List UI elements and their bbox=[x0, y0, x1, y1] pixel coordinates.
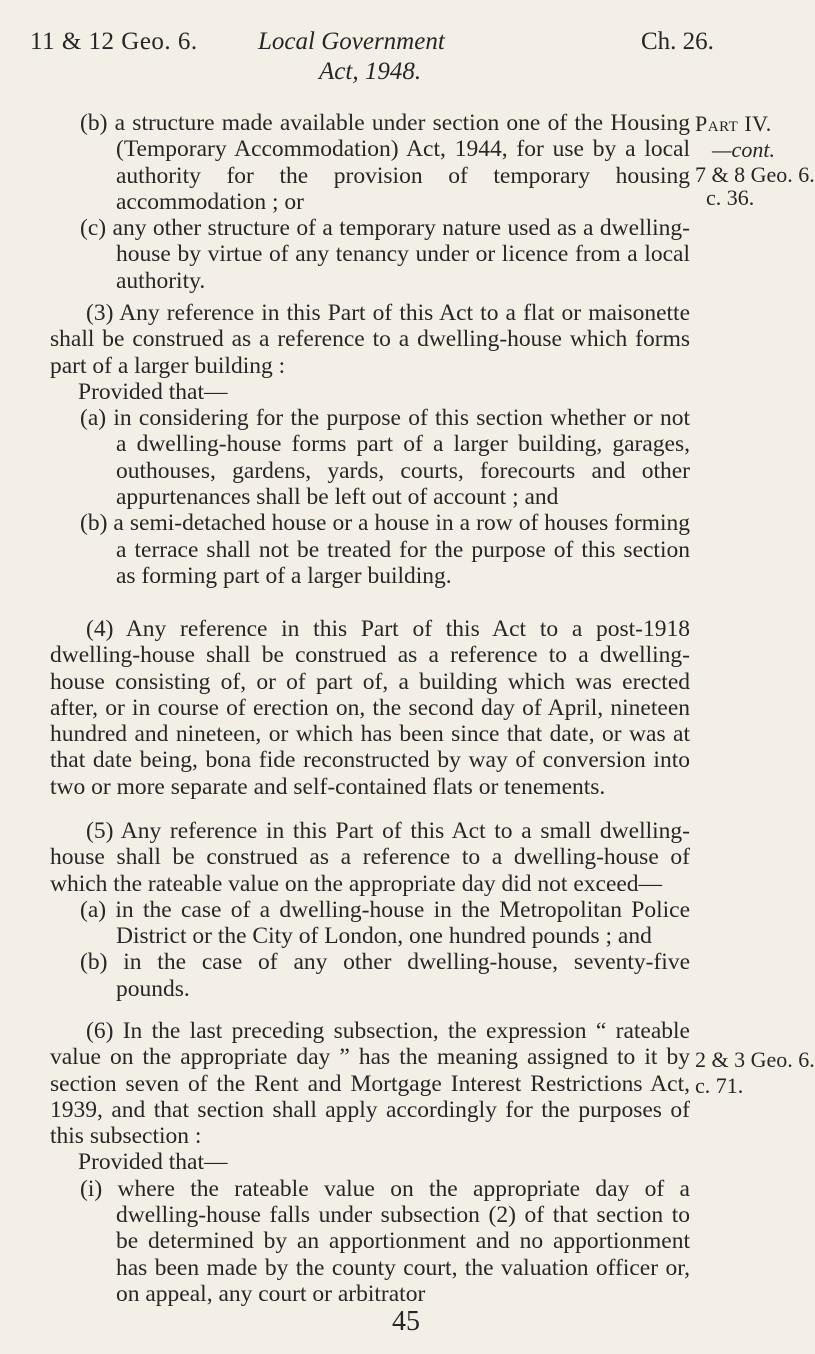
subsection-3-a: (a) in considering for the purpose of this section whether or not a dwelling-house forms part of a larger building, garages, outhouses, gardens, yards, courts, forecourts and other appurtenances shall be left out of account ; and bbox=[80, 405, 690, 511]
margin-ref-2-line-2: c. 71. bbox=[695, 1073, 744, 1098]
subsection-5-b: (b) in the case of any other dwelling-house, seventy-five pounds. bbox=[80, 949, 690, 1002]
clause-c: (c) any other structure of a temporary nature used as a dwelling-house by virtue of any tenancy under or licence from a local authority. bbox=[80, 215, 690, 294]
subsection-3 bbox=[50, 300, 690, 589]
clause-b: (b) a structure made available under section one of the Housing (Temporary Accommodation) Act, 1944, for use by a local authority for the provision of temporary housing accommodation ; or bbox=[80, 110, 690, 215]
subsection-3-text: (3) Any reference in this Part of this Act to a flat or maisonette shall be construed as a reference to a dwelling-house which forms part of a larger building : bbox=[50, 300, 690, 379]
subsection-5 bbox=[50, 818, 690, 1002]
subsection-6 bbox=[50, 1018, 690, 1307]
header-act-title: Local Government bbox=[258, 28, 445, 55]
subsection-5-a: (a) in the case of a dwelling-house in the Metropolitan Police District or the City of London, one hundred pounds ; and bbox=[80, 896, 690, 950]
subsection-5-text: (5) Any reference in this Part of this Act to a small dwelling-house shall be construed as a reference to a dwelling-house of which the rateable value on the appropriate day did not exceed— bbox=[50, 818, 690, 897]
subsection-3-b: (b) a semi-detached house or a house in a row of houses forming a terrace shall not be treated for the purpose of this section as forming part of a larger building. bbox=[80, 510, 690, 589]
margin-ref-2-line-1: 2 & 3 Geo. 6. bbox=[695, 1047, 815, 1072]
subsection-6-provided: Provided that— bbox=[78, 1149, 228, 1176]
subsection-6-text: (6) In the last preceding subsection, the expression “ rateable value on the appropriate day ” has the meaning assigned to it by section seven of the Rent and Mortgage Interest Restrictions Act, 1939, and that section shall apply accordingly for the purposes of this subsection : bbox=[50, 1018, 690, 1150]
margin-part-label: Part IV. bbox=[695, 111, 772, 136]
header-chapter: Ch. 26. bbox=[641, 28, 714, 55]
subsection-3-provided: Provided that— bbox=[78, 378, 228, 405]
subsection-4-text: (4) Any reference in this Part of this Act to a post-1918 dwelling-house shall be construed as a reference to a dwelling-house consisting of, or of part of, a building which was erected after, or in course of erection on, the second day of April, nineteen hundred and nineteen, or which has been since that date, or was at that date being, bona fide reconstructed by way of conversion into two or more separate and self-contained flats or tenements. bbox=[50, 616, 690, 800]
header-act-year: Act, 1948. bbox=[319, 58, 422, 85]
header-regnal-year: 11 & 12 Geo. 6. bbox=[30, 28, 198, 55]
margin-ref-1-line-1: 7 & 8 Geo. 6. bbox=[695, 162, 815, 187]
subsection-6-i: (i) where the rateable value on the appropriate day of a dwelling-house falls under subsection (2) of that section to be determined by an apportionment and no apportionment has been made by the county court, the valuation officer or, on appeal, any court or arbitrator bbox=[80, 1175, 690, 1307]
body-block-1 bbox=[50, 110, 690, 294]
margin-ref-1-line-2: c. 36. bbox=[706, 185, 755, 210]
page-number: 45 bbox=[392, 1306, 420, 1337]
margin-cont-label: —cont. bbox=[712, 137, 775, 162]
subsection-4 bbox=[50, 616, 690, 800]
